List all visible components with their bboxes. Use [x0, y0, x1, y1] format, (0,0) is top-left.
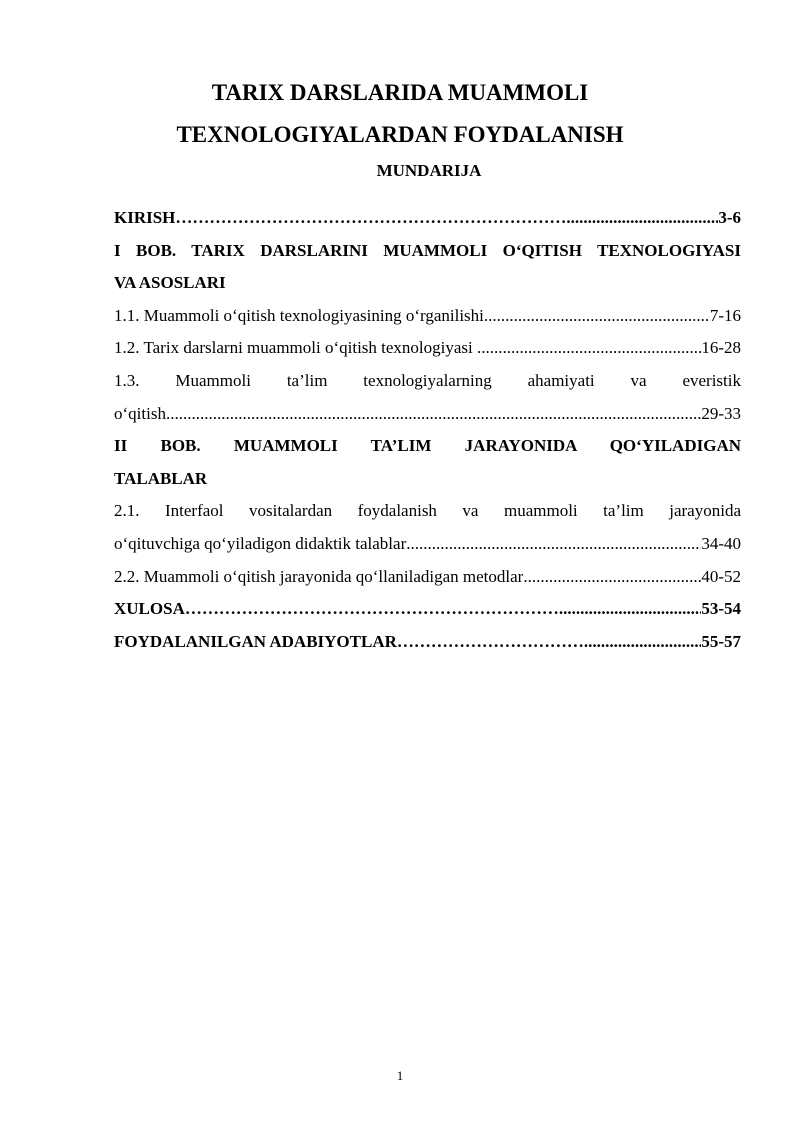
toc-leader-dots	[523, 561, 701, 594]
toc-chapter-2-line-1: II BOB. MUAMMOLI TA’LIM JARAYONIDA QO‘YILADIGAN	[114, 436, 741, 456]
toc-entry-1-3-line-1: 1.3. Muammoli ta’lim texnologiyalarning ahamiyati va everistik	[114, 370, 741, 390]
toc-entry-label: 1.2. Tarix darslarni muammoli o‘qitish texnologiyasi	[114, 338, 478, 358]
toc-entry-kirish	[114, 202, 741, 235]
toc-entry-pages: 40-52	[701, 566, 741, 586]
toc-entry-label: 1.1. Muammoli o‘qitish texnologiyasining o‘rganilishi	[114, 305, 484, 325]
toc-entry-pages: 29-33	[701, 403, 741, 423]
document-title-line-1: TARIX DARSLARIDA MUAMMOLI	[211, 80, 589, 105]
toc-leader-dots	[406, 528, 701, 561]
toc-entry-1-1	[114, 300, 741, 333]
toc-entry-2-2	[114, 561, 741, 594]
toc-entry-label: o‘qitish	[114, 403, 166, 423]
toc-leader-dots	[484, 300, 710, 333]
toc-entry-label: 2.2. Muammoli o‘qitish jarayonida qo‘llaniladigan metodlar	[114, 566, 524, 586]
toc-entry-1-3-line-2	[114, 398, 741, 431]
toc-entry-2-1-line-1: 2.1. Interfaol vositalardan foydalanish va muammoli ta’lim jarayonida	[114, 501, 741, 521]
toc-entry-pages: 7-16	[709, 305, 741, 325]
toc-entry-label: FOYDALANILGAN ADABIYOTLAR……………………………	[114, 631, 584, 651]
table-of-contents	[114, 202, 741, 658]
toc-chapter-1-line-1: I BOB. TARIX DARSLARINI MUAMMOLI O‘QITISH TEXNOLOGIYASI	[114, 240, 741, 260]
toc-leader-dots	[166, 398, 701, 431]
page-number: 1	[396, 1068, 404, 1083]
toc-leader-dots	[559, 593, 701, 626]
toc-chapter-1-line-2: VA ASOSLARI	[114, 273, 226, 293]
toc-entry-2-1-line-2	[114, 528, 741, 561]
toc-entry-pages: 16-28	[701, 338, 741, 358]
toc-entry-xulosa	[114, 593, 741, 626]
toc-leader-dots	[566, 202, 718, 235]
toc-chapter-2-line-2: TALABLAR	[114, 468, 208, 488]
toc-leader-dots	[477, 332, 701, 365]
toc-entry-adabiyotlar	[114, 626, 741, 659]
table-of-contents-heading: MUNDARIJA	[376, 161, 482, 180]
toc-entry-label: o‘qituvchiga qo‘yiladigon didaktik talablar	[114, 533, 407, 553]
toc-entry-1-2	[114, 332, 741, 365]
document-title-line-2: TEXNOLOGIYALARDAN FOYDALANISH	[176, 122, 624, 147]
toc-entry-pages: 34-40	[701, 533, 741, 553]
toc-entry-pages: 3-6	[718, 208, 741, 227]
toc-entry-pages: 53-54	[701, 599, 741, 619]
toc-entry-pages: 55-57	[701, 631, 741, 651]
toc-entry-label: KIRISH……………………………………………………………	[114, 208, 567, 227]
toc-leader-dots	[584, 626, 701, 659]
toc-entry-label: XULOSA…………………………………………………………	[114, 599, 559, 619]
